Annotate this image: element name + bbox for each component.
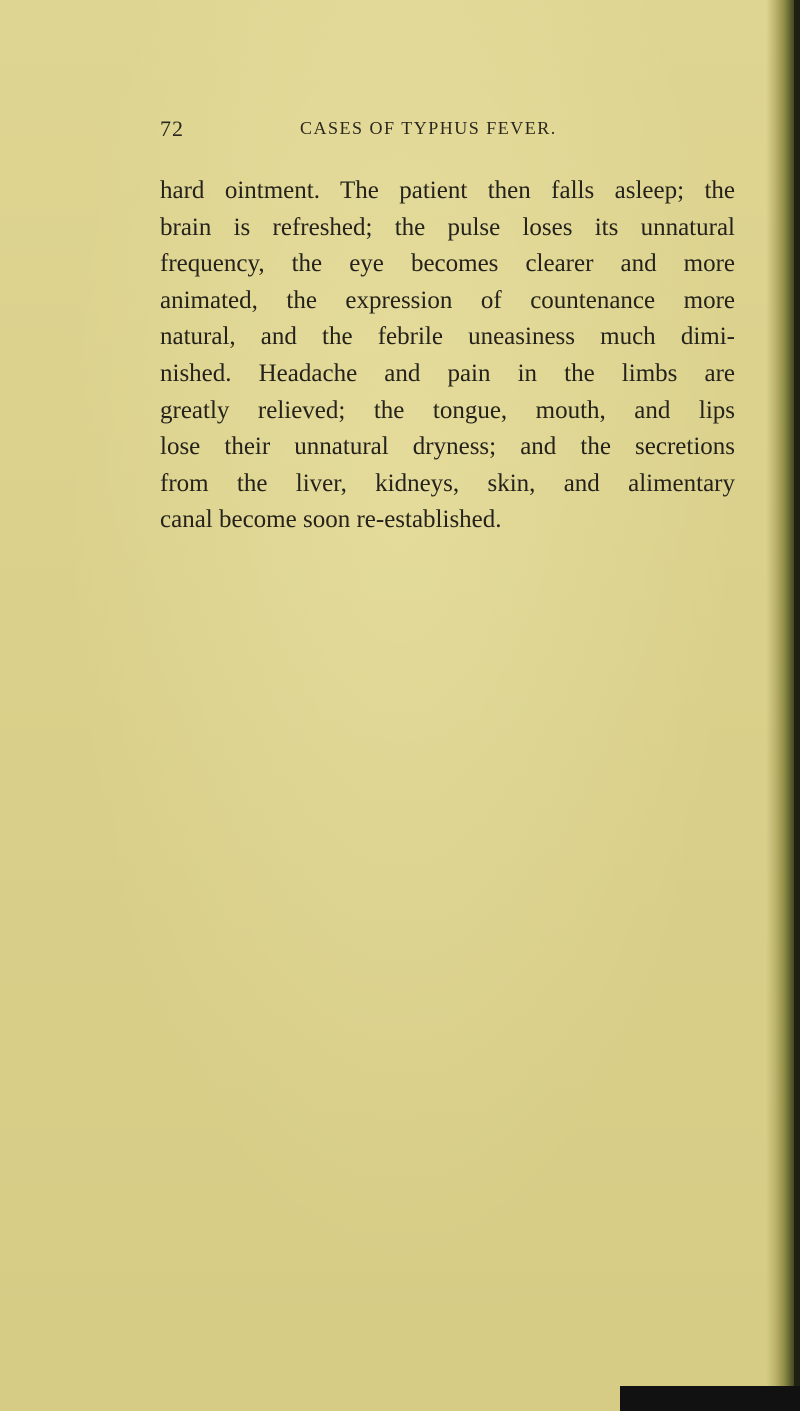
text-line: canal become soon re-established. — [160, 506, 502, 534]
text-line: frequency, the eye becomes clearer and more — [160, 250, 735, 278]
body-paragraph — [160, 173, 735, 539]
text-line: hard ointment. The patient then falls asleep; the — [160, 177, 735, 204]
running-head: CASES OF TYPHUS FEVER. — [300, 118, 557, 138]
text-line: from the liver, kidneys, skin, and alimentary — [160, 469, 735, 497]
text-line: lose their unnatural dryness; and the secretions — [160, 433, 735, 461]
page-number: 72 — [160, 116, 184, 141]
text-line: brain is refreshed; the pulse loses its unnatural — [160, 213, 735, 241]
book-spine-edge — [794, 0, 800, 1411]
text-line: animated, the expression of countenance more — [160, 286, 735, 314]
text-line: greatly relieved; the tongue, mouth, and lips — [160, 396, 735, 424]
page-header — [160, 116, 740, 148]
text-line: natural, and the febrile uneasiness much dimi- — [160, 323, 735, 351]
scan-edge-mark — [620, 1386, 800, 1411]
text-line: nished. Headache and pain in the limbs are — [160, 359, 735, 387]
